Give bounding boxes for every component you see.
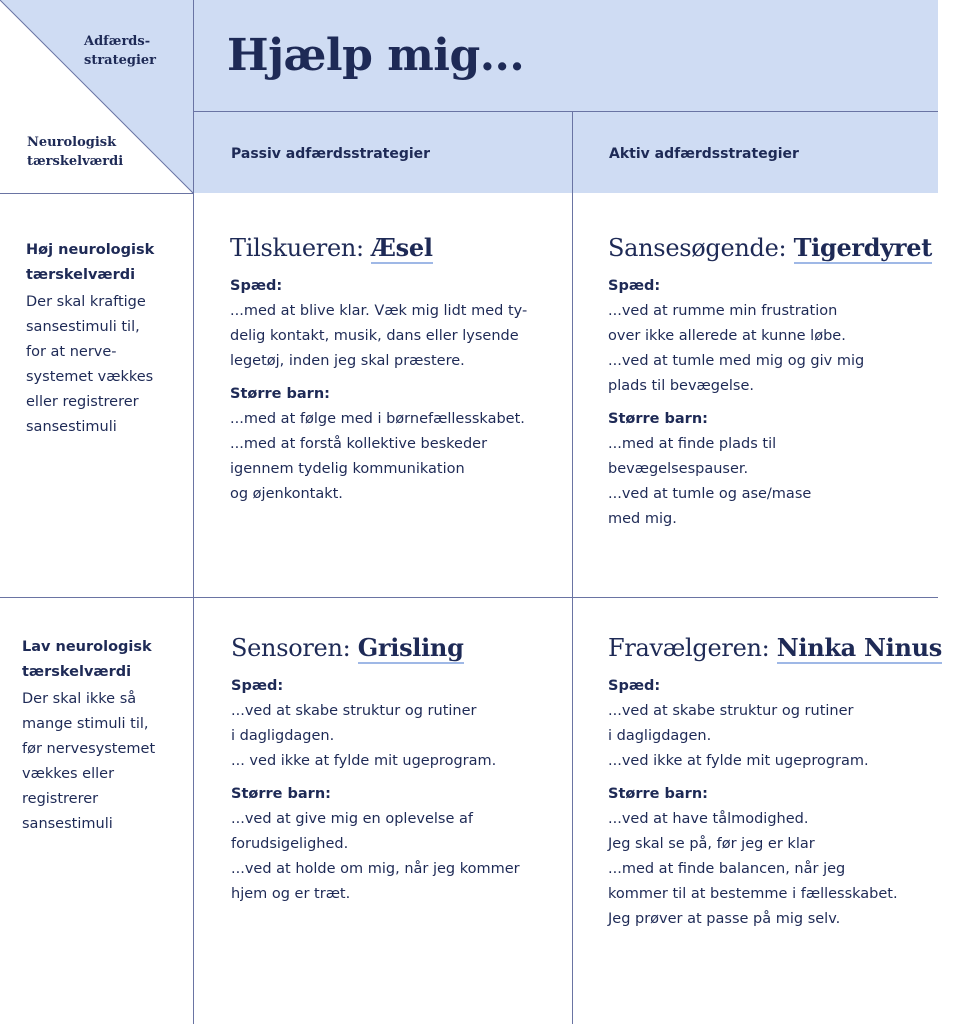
row-header-description: Der skal kraftige sansestimuli til, for at nerve- systemet vækkes eller registrerer sansestimuli [26, 294, 154, 435]
cell-sensoren [231, 632, 566, 907]
grid-hline-title [193, 111, 938, 112]
grid-vline-mid [572, 111, 573, 1024]
grid-hline-row [0, 597, 938, 598]
section-label: Spæd: [608, 678, 661, 694]
animal-name: Ninka Ninus [776, 633, 942, 662]
animal-name: Æsel [371, 233, 433, 262]
corner-label-threshold: Neurologisk tærskelværdi [27, 135, 124, 169]
cell-tilskueren [230, 232, 565, 507]
row-header-low [22, 635, 172, 837]
grid-vline-left [193, 0, 194, 1024]
section-text: ...ved at rumme min frustration over ikke allerede at kunne løbe. ...ved at tumle med mig og giv mig plads til bevægelse. [608, 303, 865, 394]
row-header-high [26, 238, 176, 440]
animal-name: Tigerdyret [793, 233, 933, 262]
cell-sansesogende [608, 232, 953, 532]
section-label: Større barn: [608, 786, 708, 802]
section-label: Større barn: [608, 411, 708, 427]
cell-fravaelgeren [608, 632, 953, 932]
section-text: ...ved at skabe struktur og rutiner i dagligdagen. ... ved ikke at fylde mit ugeprogram. [231, 703, 497, 769]
section-text: ...med at blive klar. Væk mig lidt med ty- delig kontakt, musik, dans eller lysende legetøj, inden jeg skal præstere. [230, 303, 528, 369]
section-text: ...ved at have tålmodighed. Jeg skal se på, før jeg er klar ...med at finde balancen, når jeg kommer til at bestemme i fællesskabet. Jeg prøver at passe på mig selv. [608, 811, 898, 927]
column-header-active: Aktiv adfærdsstrategier [609, 146, 799, 162]
cell-heading: Sansesøgende: Tigerdyret [608, 233, 933, 262]
section-label: Større barn: [230, 386, 330, 402]
cell-heading: Tilskueren: Æsel [230, 233, 433, 262]
row-header-description: Der skal ikke så mange stimuli til, før nervesystemet vækkes eller registrerer sansestimuli [22, 691, 156, 832]
row-header-title: Lav neurologisk tærskelværdi [22, 639, 152, 680]
section-text: ...ved at give mig en oplevelse af forudsigelighed. ...ved at holde om mig, når jeg kommer hjem og er træt. [231, 811, 520, 902]
grid-hline-header [0, 193, 193, 194]
section-label: Spæd: [231, 678, 284, 694]
cell-heading: Fravælgeren: Ninka Ninus [608, 633, 942, 662]
animal-name: Grisling [357, 633, 464, 662]
section-text: ...ved at skabe struktur og rutiner i dagligdagen. ...ved ikke at fylde mit ugeprogram. [608, 703, 869, 769]
cell-heading: Sensoren: Grisling [231, 633, 464, 662]
corner-label-strategies: Adfærds- strategier [84, 34, 157, 68]
section-label: Større barn: [231, 786, 331, 802]
section-label: Spæd: [230, 278, 283, 294]
row-header-title: Høj neurologisk tærskelværdi [26, 242, 155, 283]
page-title: Hjælp mig... [227, 30, 525, 81]
section-text: ...med at finde plads til bevægelsespauser. ...ved at tumle og ase/mase med mig. [608, 436, 812, 527]
section-text: ...med at følge med i børnefællesskabet. ...med at forstå kollektive beskeder igennem tydelig kommunikation og øjenkontakt. [230, 411, 525, 502]
section-label: Spæd: [608, 278, 661, 294]
column-header-passive: Passiv adfærdsstrategier [231, 146, 431, 162]
